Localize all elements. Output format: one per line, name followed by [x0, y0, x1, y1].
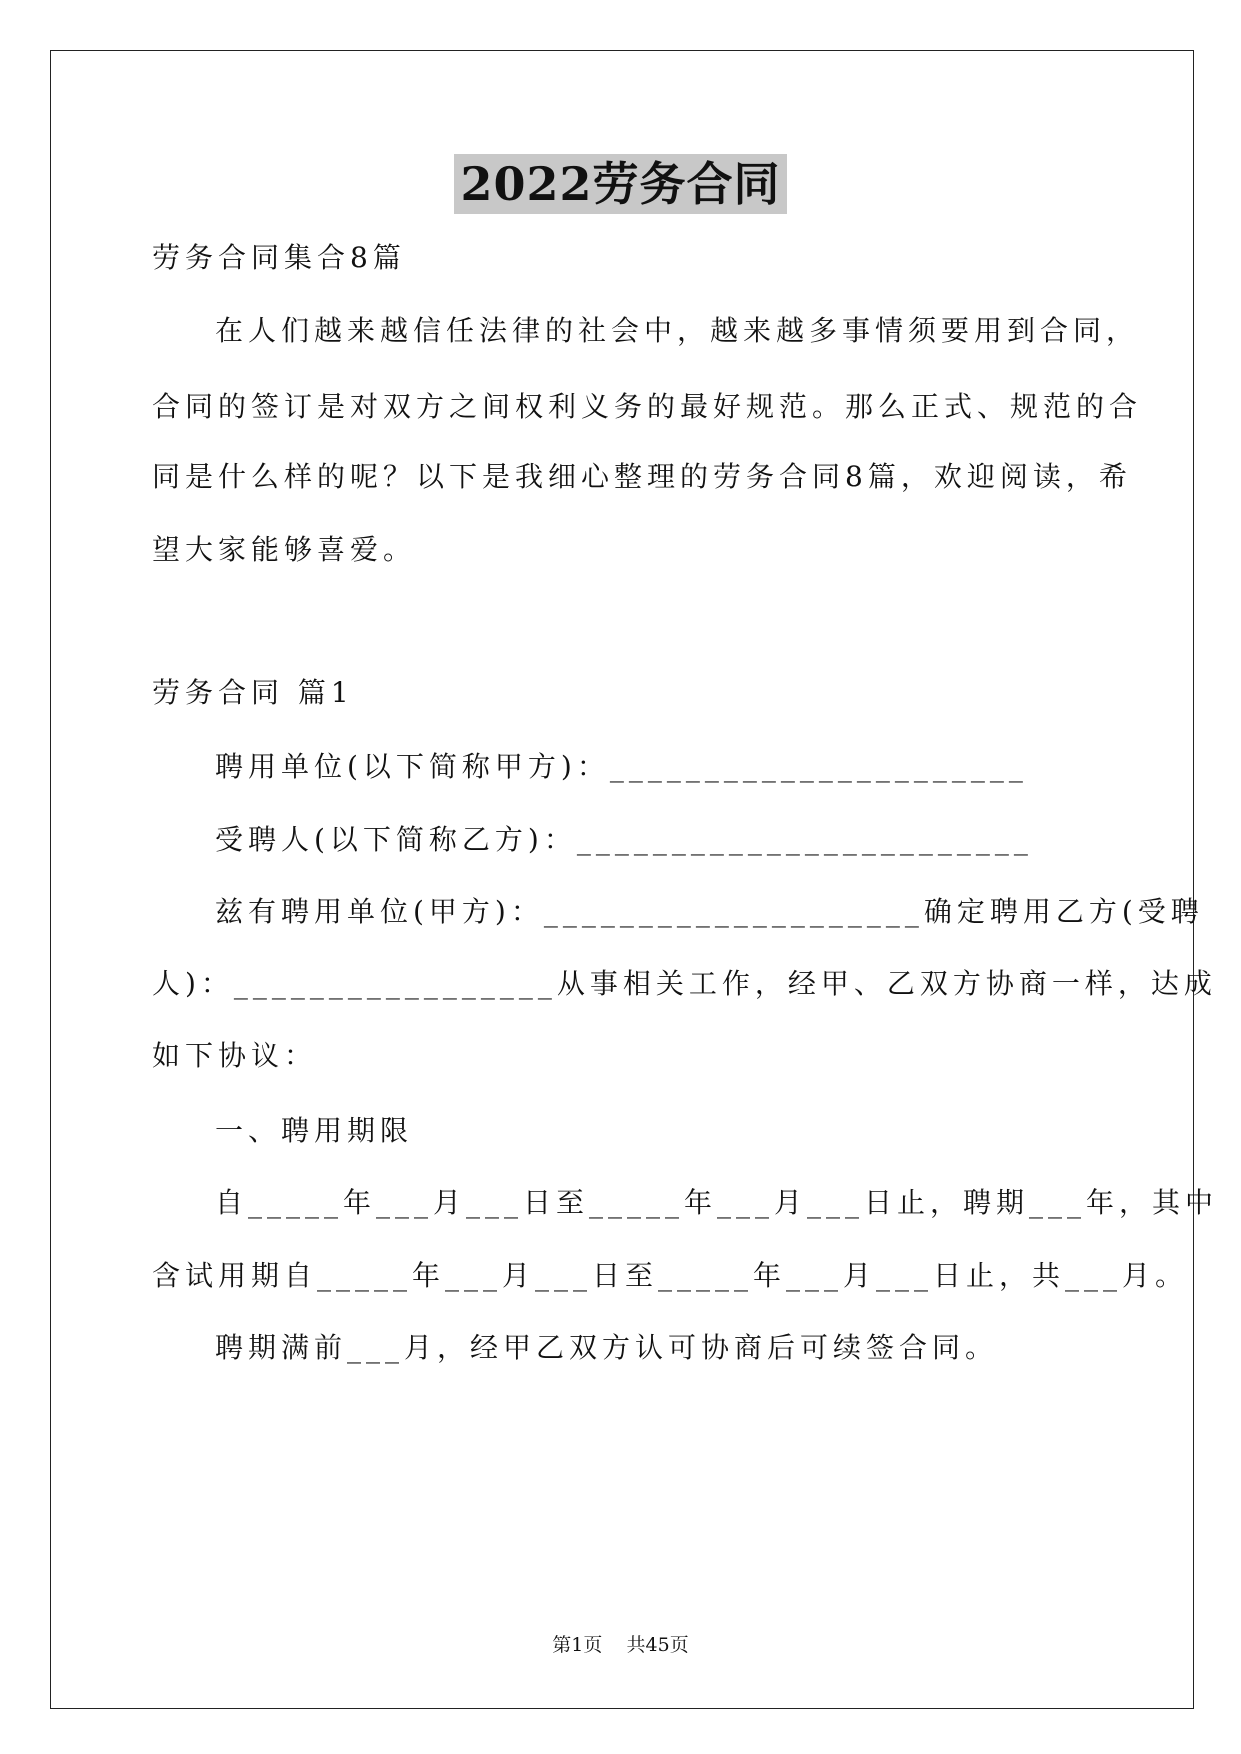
page-footer — [0, 1630, 1241, 1657]
clause-heading: 一、聘用期限 — [215, 1114, 414, 1147]
intro-line-2: 合同的签订是对双方之间权利义务的最好规范。那么正式、规范的合 — [152, 390, 1143, 423]
agreement-line-1: 兹有聘用单位(甲方)：____________________确定聘用乙方(受聘 — [215, 895, 1204, 928]
agreement-line-2: 人)：_________________从事相关工作，经甲、乙双方协商一样，达成 — [152, 967, 1217, 1000]
page-border — [50, 50, 1194, 1709]
renewal-line: 聘期满前___月，经甲乙双方认可协商后可续签合同。 — [215, 1331, 999, 1364]
term-line-1: 自_____年___月___日至_____年___月___日止，聘期___年，其中 — [215, 1186, 1219, 1219]
title-container — [0, 154, 1241, 214]
page-number: 第1页 — [552, 1634, 603, 1656]
agreement-line-3: 如下协议： — [152, 1039, 318, 1072]
employer-line: 聘用单位(以下简称甲方)：______________________ — [215, 750, 1028, 783]
document-subtitle: 劳务合同集合8篇 — [152, 241, 406, 274]
employee-line: 受聘人(以下简称乙方)：________________________ — [215, 823, 1033, 856]
page-total: 共45页 — [626, 1634, 689, 1656]
intro-line-3: 同是什么样的呢？以下是我细心整理的劳务合同8篇，欢迎阅读，希 — [152, 460, 1132, 493]
document-title: 2022劳务合同 — [454, 154, 786, 214]
section-heading: 劳务合同 篇1 — [152, 676, 354, 709]
intro-line-1: 在人们越来越信任法律的社会中，越来越多事情须要用到合同， — [215, 314, 1140, 347]
intro-line-4: 望大家能够喜爱。 — [152, 533, 417, 566]
term-line-2: 含试用期自_____年___月___日至_____年___月___日止，共___月。 — [152, 1259, 1189, 1292]
